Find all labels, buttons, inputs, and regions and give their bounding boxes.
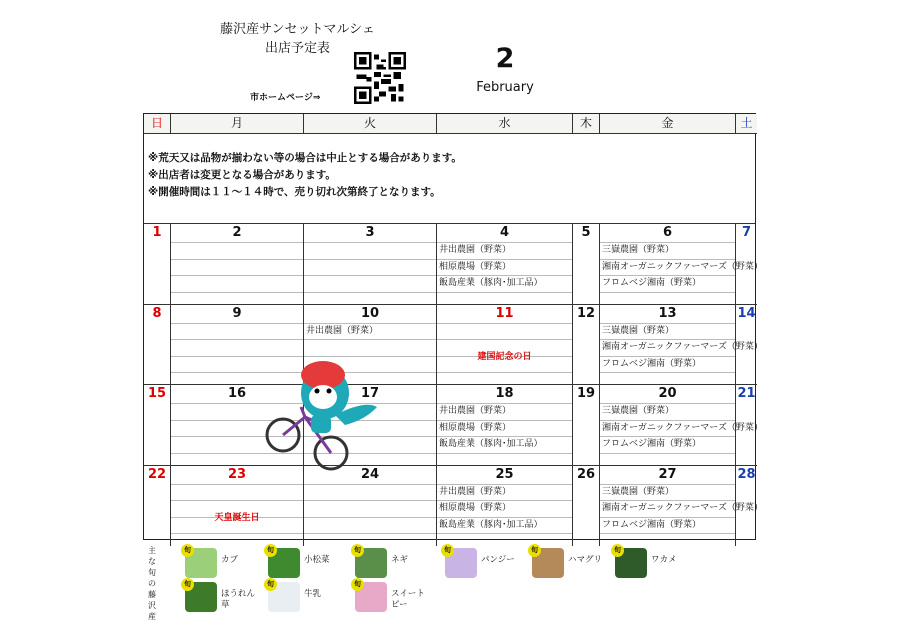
empty-line [171, 484, 303, 501]
month-name: February [476, 80, 534, 95]
day-number: 12 [576, 305, 596, 321]
day-number: 4 [499, 225, 510, 240]
weekday-header: 月 [171, 114, 304, 134]
day-number: 2 [232, 225, 242, 240]
empty-line [304, 517, 436, 534]
day-number: 14 [737, 305, 756, 321]
weekday-header: 火 [304, 114, 437, 134]
day-cell [437, 224, 573, 305]
seasonal-item-label: ワカメ [651, 555, 677, 565]
day-number: 5 [581, 225, 591, 240]
day-number: 10 [360, 305, 380, 321]
day-number: 3 [365, 225, 375, 240]
day-number: 18 [495, 386, 514, 401]
empty-line [171, 275, 303, 292]
vendor-entry: 三嶽農園（野菜） [600, 403, 735, 420]
weekday-header: 金 [600, 114, 736, 134]
day-number: 15 [147, 386, 167, 401]
day-cell [573, 466, 600, 547]
seasonal-item-label: スイート ピー [391, 589, 425, 610]
day-number: 13 [658, 305, 677, 321]
note-line: ※荒天又は品物が揃わない等の場合は中止とする場合があります。 [148, 152, 462, 164]
season-badge: 旬 [528, 544, 541, 557]
vendor-entry: 湘南オーガニックファーマーズ（野菜） [600, 500, 735, 517]
day-cell [736, 224, 757, 305]
calendar [143, 113, 763, 540]
day-number: 25 [495, 466, 514, 482]
day-number: 7 [741, 225, 752, 240]
day-cell [304, 466, 437, 547]
weekday-header: 木 [573, 114, 600, 134]
day-cell [304, 224, 437, 305]
empty-line [304, 275, 436, 292]
vendor-entry: フロムベジ湘南（野菜） [600, 436, 735, 453]
day-number: 26 [576, 466, 596, 482]
day-cell [144, 466, 171, 547]
seasonal-item-label: パンジー [481, 555, 515, 565]
day-number: 1 [152, 225, 162, 240]
season-badge: 旬 [441, 544, 454, 557]
day-number: 17 [360, 386, 380, 401]
day-cell [573, 305, 600, 386]
vendor-entry: 飯島産業（豚肉･加工品） [437, 275, 572, 292]
seasonal-item-label: ハマグリ [568, 555, 603, 565]
day-number: 21 [737, 386, 756, 401]
day-cell [573, 224, 600, 305]
vendor-entry: 相原農場（野菜） [437, 420, 572, 437]
day-cell [171, 466, 304, 547]
season-badge: 旬 [611, 544, 624, 557]
day-cell [600, 224, 763, 305]
empty-line [437, 323, 572, 340]
vendor-entry: 三嶽農園（野菜） [600, 323, 735, 340]
vendor-entry: 飯島産業（豚肉･加工品） [437, 436, 572, 453]
vendor-entry: 飯島産業（豚肉･加工品） [437, 517, 572, 534]
day-number: 9 [232, 305, 242, 321]
note-line: ※開催時間は１１～１４時で、売り切れ次第終了となります。 [148, 186, 441, 198]
day-number: 28 [737, 466, 756, 482]
day-cell [144, 305, 171, 386]
empty-line [171, 259, 303, 276]
seasonal-item-label: 小松菜 [304, 555, 330, 565]
vendor-entry: 相原農場（野菜） [437, 259, 572, 276]
seasonal-label: 主な旬の藤沢産 [148, 546, 156, 621]
seasonal-item-label: ネギ [391, 555, 409, 565]
notes [144, 134, 755, 224]
weekday-header: 日 [144, 114, 171, 134]
qr-label: 市ホームページ⇒ [250, 93, 321, 103]
day-number: 19 [576, 386, 596, 401]
day-cell [736, 385, 757, 466]
empty-line [304, 500, 436, 517]
season-badge: 旬 [264, 578, 277, 591]
note-line: ※出店者は変更となる場合があります。 [148, 169, 336, 181]
day-number: 11 [495, 305, 514, 321]
empty-line [304, 484, 436, 501]
day-cell [573, 385, 600, 466]
day-number: 27 [658, 466, 677, 482]
day-number: 23 [227, 466, 247, 482]
weekday-header: 水 [437, 114, 573, 134]
qr-code-icon[interactable] [354, 52, 406, 104]
day-number: 8 [152, 305, 162, 321]
day-cell [437, 385, 573, 466]
mascot-cycling-icon [265, 345, 385, 475]
vendor-entry: フロムベジ湘南（野菜） [600, 356, 735, 373]
empty-line [171, 242, 303, 259]
title: 藤沢産サンセットマルシェ [220, 22, 375, 37]
day-number: 24 [360, 466, 380, 482]
vendor-entry: 三嶽農園（野菜） [600, 484, 735, 501]
season-badge: 旬 [181, 544, 194, 557]
vendor-entry: 三嶽農園（野菜） [600, 242, 735, 259]
season-badge: 旬 [351, 578, 364, 591]
subtitle: 出店予定表 [264, 41, 330, 56]
seasonal-item-label: カブ [221, 555, 239, 565]
holiday-label: 天皇誕生日 [214, 512, 260, 523]
day-cell [437, 466, 573, 547]
vendor-entry: フロムベジ湘南（野菜） [600, 517, 735, 534]
month-number: 2 [495, 43, 515, 74]
season-badge: 旬 [264, 544, 277, 557]
vendor-entry: 井出農園（野菜） [437, 403, 572, 420]
seasonal-item-label: ほうれん 草 [221, 589, 256, 610]
weekday-header: 土 [736, 114, 757, 134]
empty-line [304, 259, 436, 276]
day-number: 20 [658, 386, 677, 401]
day-cell [736, 466, 757, 547]
vendor-entry: フロムベジ湘南（野菜） [600, 275, 735, 292]
day-number: 16 [227, 386, 247, 401]
vendor-entry: 湘南オーガニックファーマーズ（野菜） [600, 420, 735, 437]
day-cell [144, 385, 171, 466]
vendor-entry: 井出農園（野菜） [437, 484, 572, 501]
seasonal-item-label: 牛乳 [304, 589, 322, 599]
vendor-entry: 湘南オーガニックファーマーズ（野菜） [600, 259, 735, 276]
day-cell [144, 224, 171, 305]
day-cell [736, 305, 757, 386]
day-cell [171, 224, 304, 305]
empty-line [304, 242, 436, 259]
holiday-label: 建国記念の日 [477, 351, 532, 362]
day-number: 6 [662, 225, 673, 240]
day-number: 22 [147, 466, 167, 482]
season-badge: 旬 [181, 578, 194, 591]
vendor-entry: 井出農園（野菜） [437, 242, 572, 259]
empty-line [171, 323, 303, 340]
vendor-entry: 相原農場（野菜） [437, 500, 572, 517]
vendor-entry: 井出農園（野菜） [304, 323, 436, 340]
day-cell [437, 305, 573, 386]
vendor-entry: 湘南オーガニックファーマーズ（野菜） [600, 339, 735, 356]
season-badge: 旬 [351, 544, 364, 557]
